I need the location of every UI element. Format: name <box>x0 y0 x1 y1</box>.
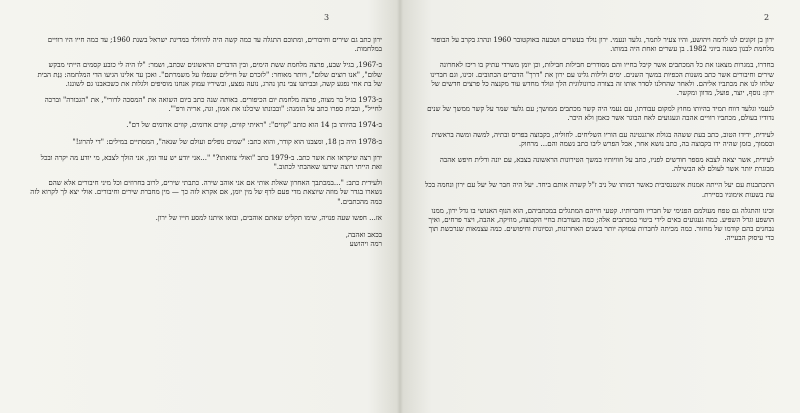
paragraph: ירון כתב גם שירים וחיבורים, ומתוכם התגלה עד כמה קשה היה להיוולד במדינת ישראל בשנת 1960; עד כמה חייו היו רוויים במלחמות. <box>47 36 382 54</box>
paragraph: התכתבנות עם יעל הייתה אמנות אינטנסיבית כאשר דמותו של ניב ז"ל קשרה אותם ביחד. יעל היה חבר של יעל עם ירון ונחמה בכל עת בשעות אימוניו בסיירת. <box>425 181 774 199</box>
signature-block <box>30 231 382 249</box>
paragraph: בחדרו, במגרות מצאנו את כל המכתבים אשר קיבל בחייו והם מסודרים חבילות חבילות, וכן יומן משרדי עתיק בו ריכז לאחרונה שירים וחיבורים אשר כתב משנות הכפיות במשך השנים. ימים ולילות גלינו עם ירון את "דרך" הדברים הכתובים. זכינו, וגם חברינו שלחו לנו את מכתביו אליהם. ולאחר שהחלנו לסדר אותו זה בצורה כרונולוגית הלך ונולד מחדש עוד מקנצה כל פרצים חדשים של ירון: נוסף, יוצר, פועל, מדוון ומקשר. <box>430 61 774 98</box>
page-number-left: 3 <box>324 13 330 22</box>
paragraph: אז... חפשו שעה פנויה, שימו תקליט שאתם אוהבים, ובואו איתנו למסע חייו של ירון. <box>155 213 382 222</box>
signature-closing: בכאב ואהבה, <box>345 231 382 240</box>
paragraph: לעידית, ידידו הטוב, כתב בעת ששהה בגולת ארגנטינה עם הוריו השליחים. לחוליה, בקבוצה בפריס ובתיה, למשה ומשה בראשית ובסמוך, בזמן שהיה ידו בקבוצה בה, כתב נושא אחר, אבל הפרש ליבו כתב נשמה והם... מרחוק. <box>431 130 774 148</box>
paragraph: ב-1967, בגיל שבע, פרצה מלחמת ששת הימים, ובין הדברים הראשונים שכתב, ושמר: "לו היה לי כובע קסמים הייתי מבקש שלום", "אנו רוצים שלום", ויותר מאוחר: "לזכרם של חיילים שנפלו על משמרתם". ואכן עד אלינו הגיעו הדי המלחמה: גִּנַּת הבית של בת אחי נפגע קשה, ובביתנו צבי נתן נהרג, נועה נפצע, ובשיריו עמוק אנחנו מוסיפים ולגלות את כשכאבנו גם לשוננו. <box>37 61 382 88</box>
paragraph: ב-1973 בגיל בר מצוה, פרצה מלחמת יום הכיפורים. באותה שנה כתב ביום השואה את "המסכה לדורי", את "הגבורה" וברכה לחייל", ובבית ספרו כתב על הזמנה: "ובבונתו שיכלנו את אמון, זגה, אריה ורפ'". <box>44 96 382 114</box>
paragraph: ירון רצה שיקראו את אשר כתב. ב-1979 כתב "ואולי צוואתו?" "...אני יודע יש עוד זמן, אני הולך לצבא, מי יודע מה יקרה ובכל זאת הייתי רוצה שידעו שאהבתי לכתוב." <box>40 153 382 172</box>
left-page-text <box>30 36 382 249</box>
paragraph: ירון בן זקונים לנו לרמה ויהושע, והיו צעיר לתמר, גלעד ונעמי. ירון נולד בעשרים ושבעה באוקטובר 1960 ונהרג בקרב על הבופור מלחמת לבנון בשנה ביוני 1982. בן עשרים ואחת היה במותו. <box>431 36 774 54</box>
right-page <box>400 0 800 413</box>
paragraph: ב-1978 היה בן 18, ומצבנו הוא קודר, והוא כתב: "שמים נופלים ועולם של שנאה", המסתיים במילים: "די להרוג!" <box>72 137 382 146</box>
paragraph: ב-1974 בהיותו בן 14 הוא כותב "קווים": "ראיתי קווים, קווים אדומים, קווים אדומים של דם". <box>126 121 382 130</box>
paragraph: לנעמי וגלעד דווח תמיד בהיותו מחוץ למקום עבודתו, עם נעמי היה קשר מכתבים ממושך; עם גלעד שמר על קשר ממשך של שנים נדודיו בעולם, מכתביו רוויים אהבה וגעגועים לאח הבוגר אשר כאמן ולא היכר. <box>427 105 774 123</box>
paragraph: ולעידית כתב: "...במכתבך האחרון שאלת אותי אם אני אוהב שירה. כתבתי שירים, לרוב בחרוזים וכל מיני חיבורים אלא שהם נשארו בגדר של מוזה שיוצאת מדי פעם לדף של מין יומן, אם אקרא לזה כך — מין מחברת שירים וחיבורים. אולי יצא לך לקרוא לזה כמה מהכתבים." <box>30 179 382 206</box>
paragraph: לעידית, אשר יצאה לצבא מספר חודשים לפניו, כתב על חוויותיו במשך הטירונות הראשונה בצבא, עם יונה ודלית חיפש אהבה מבוגרת יותר אשר לעולם לא הבשילה. <box>439 156 774 174</box>
signature-names: רמה ויהושע <box>349 240 382 249</box>
right-page-text <box>422 36 774 244</box>
paragraph: זכינו והתגלה גם טפח מעולמם הפנימי של חבריו וחברותיו. קטעי חייהם המתגלים במכתביהם, הוא הנוף האנושי בו גדל ירון, ממנו הושפע וגדל השפיע. כמה געגועים באים לידי ביטוי במכתבים אלה; כמה מעורבות בחיי הקבוצה, מוזיקה, אהבה, ויצר פרחים, ואיך נבחנים בהם קודמו של מחזור. כמה מכיתה לחברות עמוקה יותר בשנים האחרונות, ונסיונות וחיפושים. כמה עצמאות שנרכשת תוך כדי עיסוק הבעייה. <box>428 206 774 243</box>
page-number-right: 2 <box>764 13 770 22</box>
